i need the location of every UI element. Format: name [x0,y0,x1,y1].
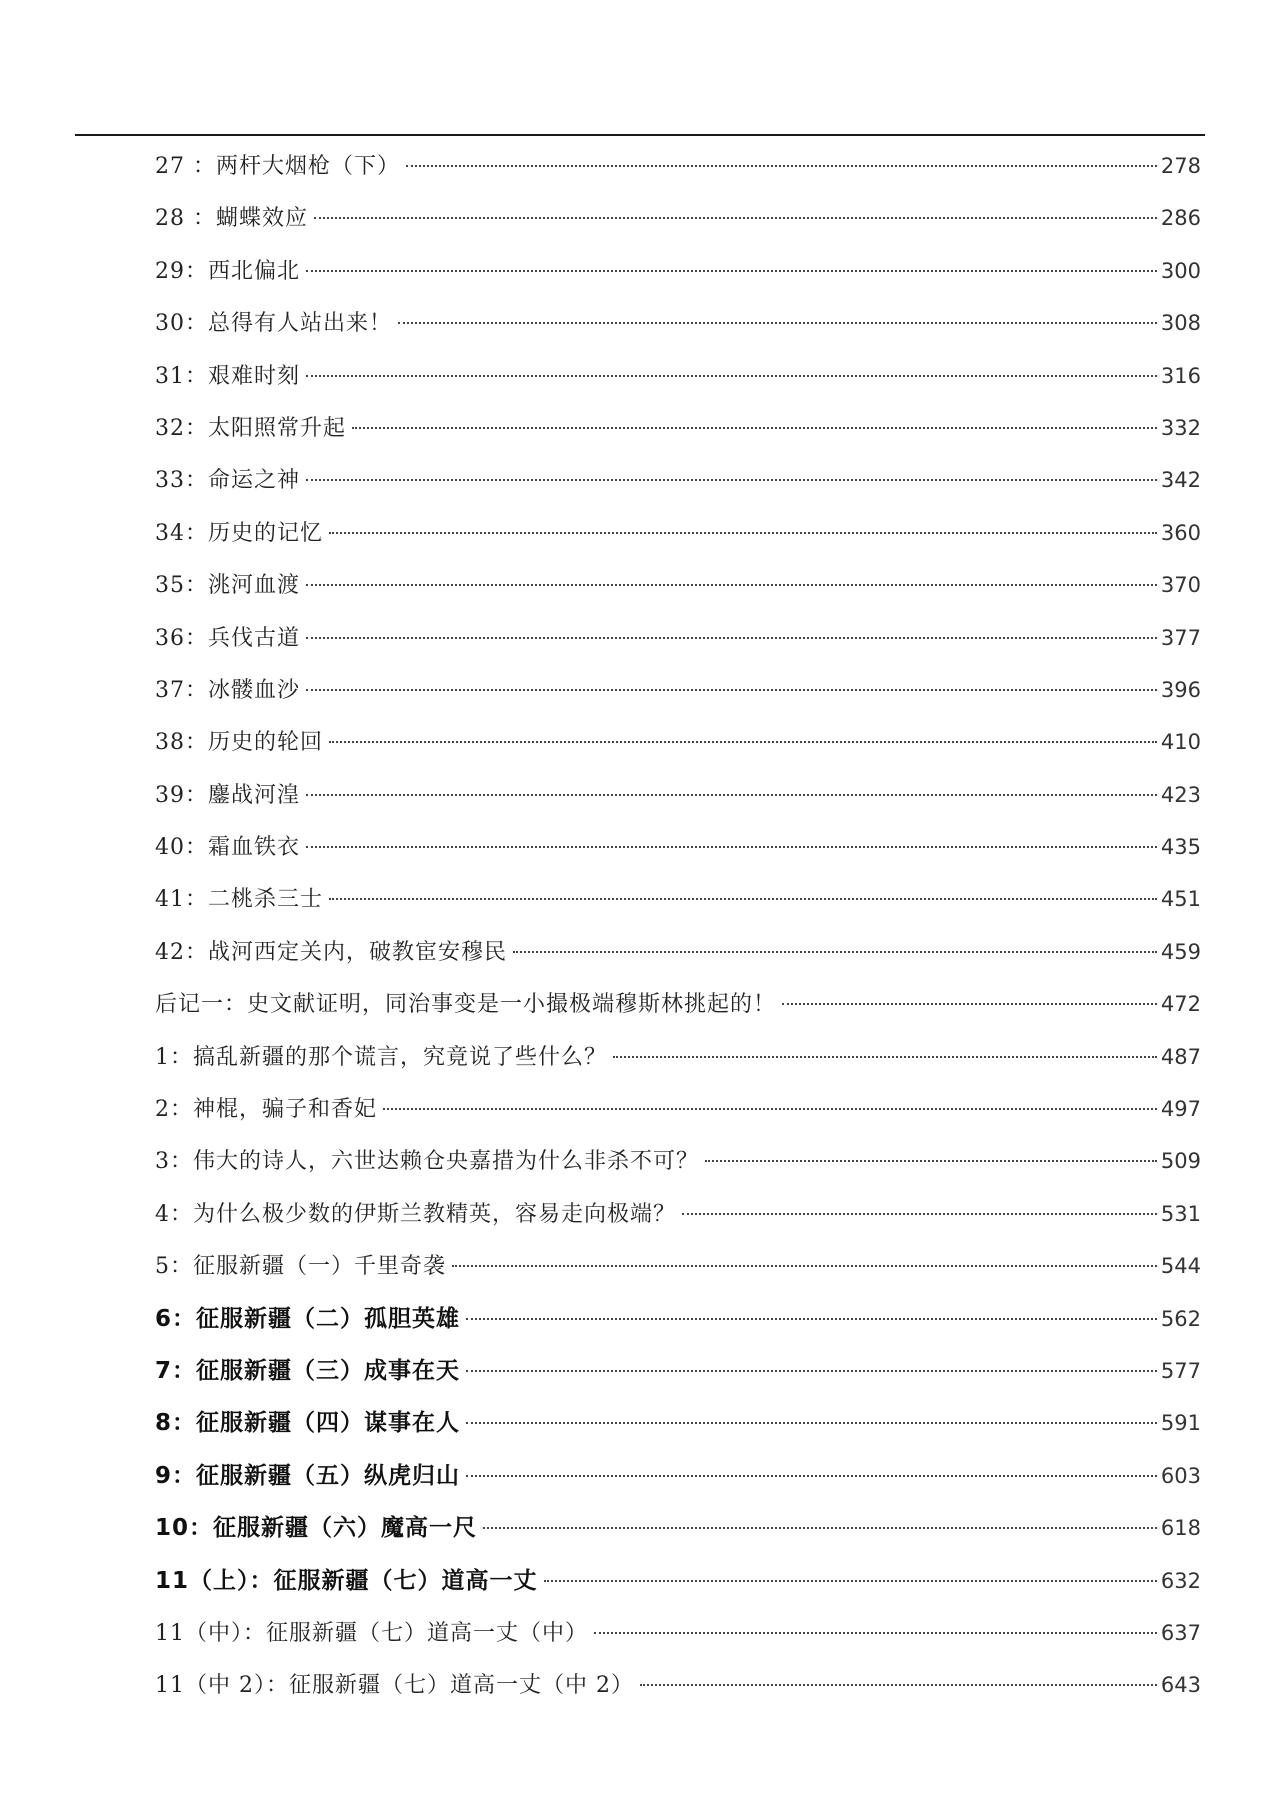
toc-entry[interactable] [155,769,1201,821]
dot-leader [544,1580,1157,1582]
dot-leader [306,846,1157,848]
dot-leader [483,1527,1157,1529]
toc-entry-page: 637 [1160,1620,1201,1645]
dot-leader [466,1475,1157,1477]
toc-entry-title: 11（上）：征服新疆（七）道高一丈 [155,1567,538,1594]
dot-leader [640,1684,1157,1686]
toc-entry-title: 5：征服新疆（一）千里奇袭 [155,1254,446,1280]
toc-entry-page: 632 [1160,1568,1201,1593]
toc-entry-page: 286 [1160,206,1201,231]
toc-entry-title: 7：征服新疆（三）成事在天 [155,1357,461,1384]
toc-entry[interactable] [155,821,1201,873]
toc-entry-page: 618 [1160,1516,1201,1541]
dot-leader [466,1422,1157,1424]
toc-entry-title: 29：西北偏北 [155,258,300,284]
toc-entry[interactable] [155,1659,1201,1711]
toc-entry-page: 435 [1160,835,1201,860]
toc-entry[interactable] [155,454,1201,506]
dot-leader [329,532,1157,534]
dot-leader [513,951,1157,953]
dot-leader [466,1370,1157,1372]
toc-entry[interactable] [155,1397,1201,1449]
toc-entry-title: 30：总得有人站出来！ [155,311,392,337]
dot-leader [306,637,1157,639]
toc-entry-page: 360 [1160,520,1201,545]
toc-entry-title: 36：兵伐古道 [155,625,300,651]
toc-entry-page: 562 [1160,1306,1201,1331]
toc-entry-page: 544 [1160,1254,1201,1279]
toc-entry[interactable] [155,978,1201,1030]
toc-entry-title: 42：战河西定关内，破教宦安穆民 [155,939,507,965]
dot-leader [306,479,1157,481]
toc-entry-page: 509 [1160,1149,1201,1174]
dot-leader [406,165,1157,167]
toc-entry[interactable] [155,140,1201,192]
toc-entry[interactable] [155,716,1201,768]
toc-entry-page: 531 [1160,1201,1201,1226]
toc-entry-title: 4：为什么极少数的伊斯兰教精英，容易走向极端？ [155,1201,676,1227]
toc-entry-page: 472 [1160,992,1201,1017]
toc-entry-page: 278 [1160,154,1201,178]
dot-leader [452,1265,1157,1267]
dot-leader [782,1003,1157,1005]
dot-leader [383,1108,1157,1110]
toc-entry[interactable] [155,873,1201,925]
toc-entry-page: 497 [1160,1097,1201,1122]
toc-entry-title: 41：二桃杀三士 [155,887,323,913]
dot-leader [352,427,1157,429]
toc-entry[interactable] [155,1345,1201,1397]
toc-entry-page: 577 [1160,1358,1201,1383]
dot-leader [329,741,1157,743]
dot-leader [705,1160,1157,1162]
toc-entry-title: 1：搞乱新疆的那个谎言，究竟说了些什么？ [155,1044,607,1070]
toc-entry[interactable] [155,507,1201,559]
toc-entry-title: 28 ：蝴蝶效应 [155,206,308,232]
dot-leader [398,322,1157,324]
toc-entry-title: 34：历史的记忆 [155,520,323,546]
toc-entry-page: 451 [1160,887,1201,912]
toc-entry-title: 10：征服新疆（六）魔高一尺 [155,1515,478,1542]
toc-entry-page: 342 [1160,468,1201,493]
table-of-contents [155,140,1201,1712]
dot-leader [466,1318,1157,1320]
toc-entry[interactable] [155,612,1201,664]
toc-entry-title: 39：鏖战河湟 [155,782,300,808]
toc-entry-title: 37：冰髅血沙 [155,677,300,703]
toc-entry-title: 9：征服新疆（五）纵虎归山 [155,1462,461,1489]
toc-entry-page: 643 [1160,1673,1201,1698]
dot-leader [306,584,1157,586]
toc-entry-title: 32：太阳照常升起 [155,415,346,441]
toc-entry-title: 11（中）：征服新疆（七）道高一丈（中） [155,1620,588,1646]
toc-entry[interactable] [155,1555,1201,1607]
toc-entry-page: 300 [1160,258,1201,283]
toc-entry[interactable] [155,1188,1201,1240]
toc-entry-title: 8：征服新疆（四）谋事在人 [155,1410,461,1437]
toc-entry[interactable] [155,926,1201,978]
dot-leader [329,898,1157,900]
toc-entry-title: 6：征服新疆（二）孤胆英雄 [155,1305,461,1332]
toc-entry[interactable] [155,402,1201,454]
toc-entry[interactable] [155,559,1201,611]
toc-entry-page: 377 [1160,625,1201,650]
toc-entry-title: 2：神棍，骗子和香妃 [155,1097,377,1123]
toc-entry[interactable] [155,297,1201,349]
toc-entry-page: 370 [1160,573,1201,598]
toc-entry-title: 33：命运之神 [155,468,300,494]
toc-entry-page: 591 [1160,1411,1201,1436]
dot-leader [306,689,1157,691]
toc-entry[interactable] [155,1135,1201,1187]
toc-entry-page: 410 [1160,730,1201,755]
toc-entry-page: 396 [1160,677,1201,702]
toc-entry-page: 459 [1160,939,1201,964]
dot-leader [682,1213,1157,1215]
toc-entry-title: 38：历史的轮回 [155,730,323,756]
header-rule [75,134,1205,136]
toc-entry-title: 后记一：史文献证明，同治事变是一小撮极端穆斯林挑起的！ [155,992,777,1018]
dot-leader [306,794,1157,796]
toc-entry[interactable] [155,1502,1201,1554]
dot-leader [306,375,1157,377]
toc-entry-page: 423 [1160,782,1201,807]
toc-entry-title: 11（中 2）：征服新疆（七）道高一丈（中 2） [155,1673,634,1699]
toc-entry[interactable] [155,1450,1201,1502]
toc-entry[interactable] [155,1240,1201,1292]
toc-entry[interactable] [155,1607,1201,1659]
toc-entry[interactable] [155,1083,1201,1135]
toc-entry[interactable] [155,1293,1201,1345]
toc-entry-page: 316 [1160,363,1201,388]
toc-entry[interactable] [155,245,1201,297]
toc-entry[interactable] [155,1031,1201,1083]
toc-entry-title: 31：艰难时刻 [155,363,300,389]
dot-leader [613,1056,1157,1058]
toc-entry[interactable] [155,192,1201,244]
toc-entry-title: 35：洮河血渡 [155,573,300,599]
toc-entry[interactable] [155,664,1201,716]
toc-entry-page: 487 [1160,1044,1201,1069]
dot-leader [314,217,1157,219]
toc-entry[interactable] [155,350,1201,402]
toc-entry-page: 603 [1160,1463,1201,1488]
dot-leader [594,1632,1157,1634]
toc-entry-title: 27 ：两杆大烟枪（下） [155,154,400,179]
toc-entry-page: 308 [1160,311,1201,336]
toc-entry-title: 3：伟大的诗人，六世达赖仓央嘉措为什么非杀不可？ [155,1149,699,1175]
toc-entry-page: 332 [1160,415,1201,440]
dot-leader [306,270,1157,272]
toc-entry-title: 40：霜血铁衣 [155,835,300,861]
